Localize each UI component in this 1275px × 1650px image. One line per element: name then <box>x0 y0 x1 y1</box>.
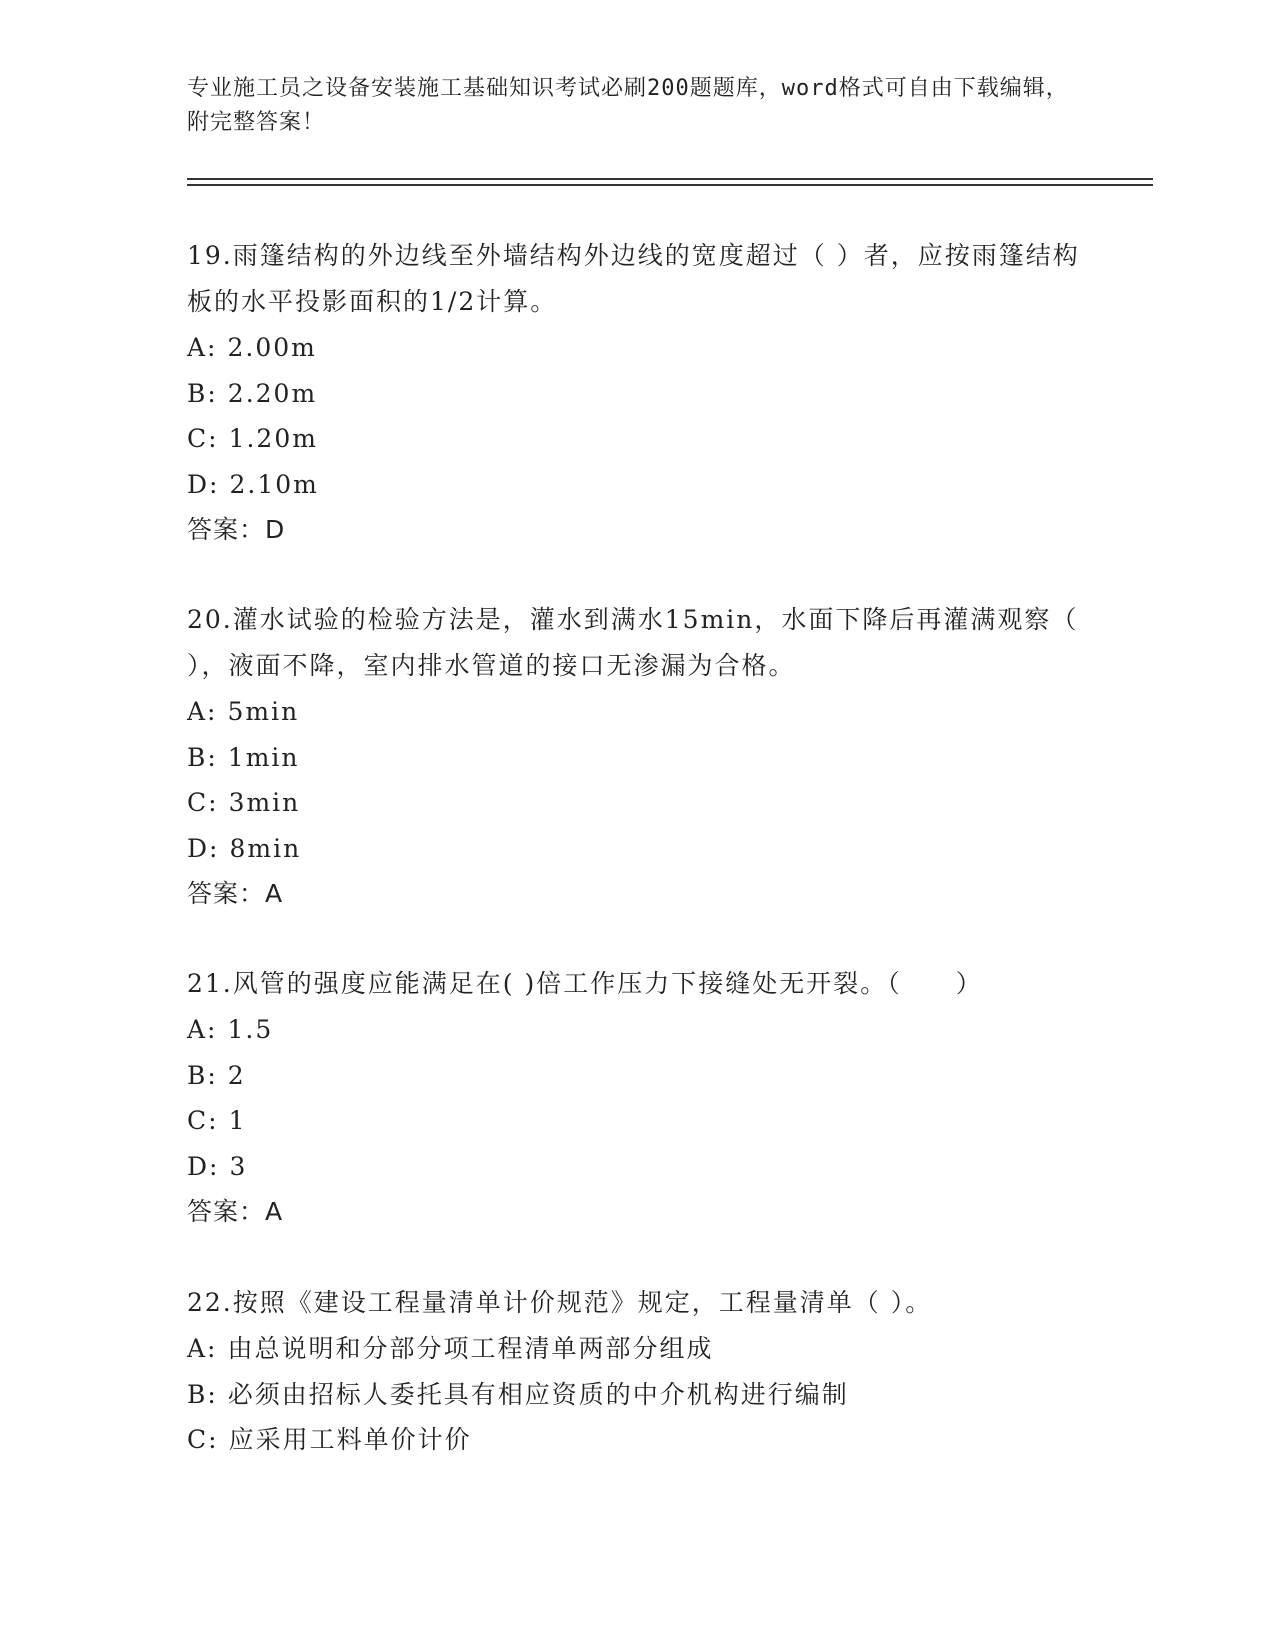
option-c <box>187 1098 1087 1144</box>
question-19 <box>187 233 1087 553</box>
option-value: 8min <box>229 833 302 863</box>
question-text: 22.按照《建设工程量清单计价规范》规定，工程量清单（ ）。 <box>187 1288 933 1317</box>
option-value: 应采用工料单价计价 <box>228 1425 472 1454</box>
header-divider-top <box>187 178 1153 180</box>
option-value: 由总说明和分部分项工程清单两部分组成 <box>227 1334 714 1363</box>
option-letter: D: <box>187 833 220 863</box>
option-letter: C: <box>187 424 219 453</box>
option-letter: C: <box>187 788 219 817</box>
option-d <box>187 826 1087 872</box>
option-value: 1 <box>228 1106 247 1135</box>
question-text: 20.灌水试验的检验方法是，灌水到满水15min，水面下降后再灌满观察（ ），液面不降，室内排水管道的接口无渗漏为合格。 <box>187 605 1079 680</box>
option-value: 1min <box>227 742 300 772</box>
option-letter: A: <box>187 697 218 726</box>
option-letter: A: <box>187 333 218 362</box>
answer-line: 答案：D <box>187 515 286 544</box>
option-letter: A: <box>187 1334 218 1363</box>
option-letter: B: <box>187 742 218 772</box>
option-b <box>187 1053 1087 1099</box>
option-value: 3 <box>229 1151 248 1181</box>
option-letter: B: <box>187 1060 218 1090</box>
document-header: 专业施工员之设备安装施工基础知识考试必刷200题题库，word格式可自由下载编辑，附完整答案！ <box>187 76 1069 135</box>
option-c <box>187 780 1087 826</box>
option-letter: B: <box>187 378 218 408</box>
option-letter: B: <box>187 1379 218 1409</box>
answer-line: 答案：A <box>187 879 284 908</box>
option-value: 2.10m <box>229 469 319 499</box>
option-d <box>187 462 1087 508</box>
option-letter: C: <box>187 1425 219 1454</box>
option-letter: C: <box>187 1106 219 1135</box>
option-d <box>187 1144 1087 1190</box>
option-c <box>187 1417 1087 1463</box>
question-21 <box>187 961 1087 1235</box>
option-value: 1.5 <box>227 1015 274 1044</box>
question-text: 21.风管的强度应能满足在( )倍工作压力下接缝处无开裂。（ ） <box>187 969 983 998</box>
option-a <box>187 689 1087 735</box>
header-divider-bottom <box>187 184 1153 186</box>
option-letter: D: <box>187 1151 220 1181</box>
option-a <box>187 1007 1087 1053</box>
option-value: 1.20m <box>228 424 318 453</box>
option-value: 必须由招标人委托具有相应资质的中介机构进行编制 <box>227 1379 849 1409</box>
answer-line: 答案：A <box>187 1197 284 1226</box>
option-value: 2.00m <box>227 333 317 362</box>
question-20 <box>187 597 1087 917</box>
option-letter: A: <box>187 1015 218 1044</box>
option-value: 5min <box>227 697 300 726</box>
option-b <box>187 371 1087 417</box>
option-value: 2 <box>227 1060 246 1090</box>
option-b <box>187 1372 1087 1418</box>
option-value: 2.20m <box>227 378 318 408</box>
option-a <box>187 1326 1087 1372</box>
option-letter: D: <box>187 469 220 499</box>
question-22 <box>187 1280 1087 1463</box>
option-c <box>187 416 1087 462</box>
option-b <box>187 735 1087 781</box>
option-a <box>187 325 1087 371</box>
question-text: 19.雨篷结构的外边线至外墙结构外边线的宽度超过（ ）者，应按雨篷结构板的水平投影面积的1/2计算。 <box>187 241 1080 316</box>
option-value: 3min <box>228 788 301 817</box>
